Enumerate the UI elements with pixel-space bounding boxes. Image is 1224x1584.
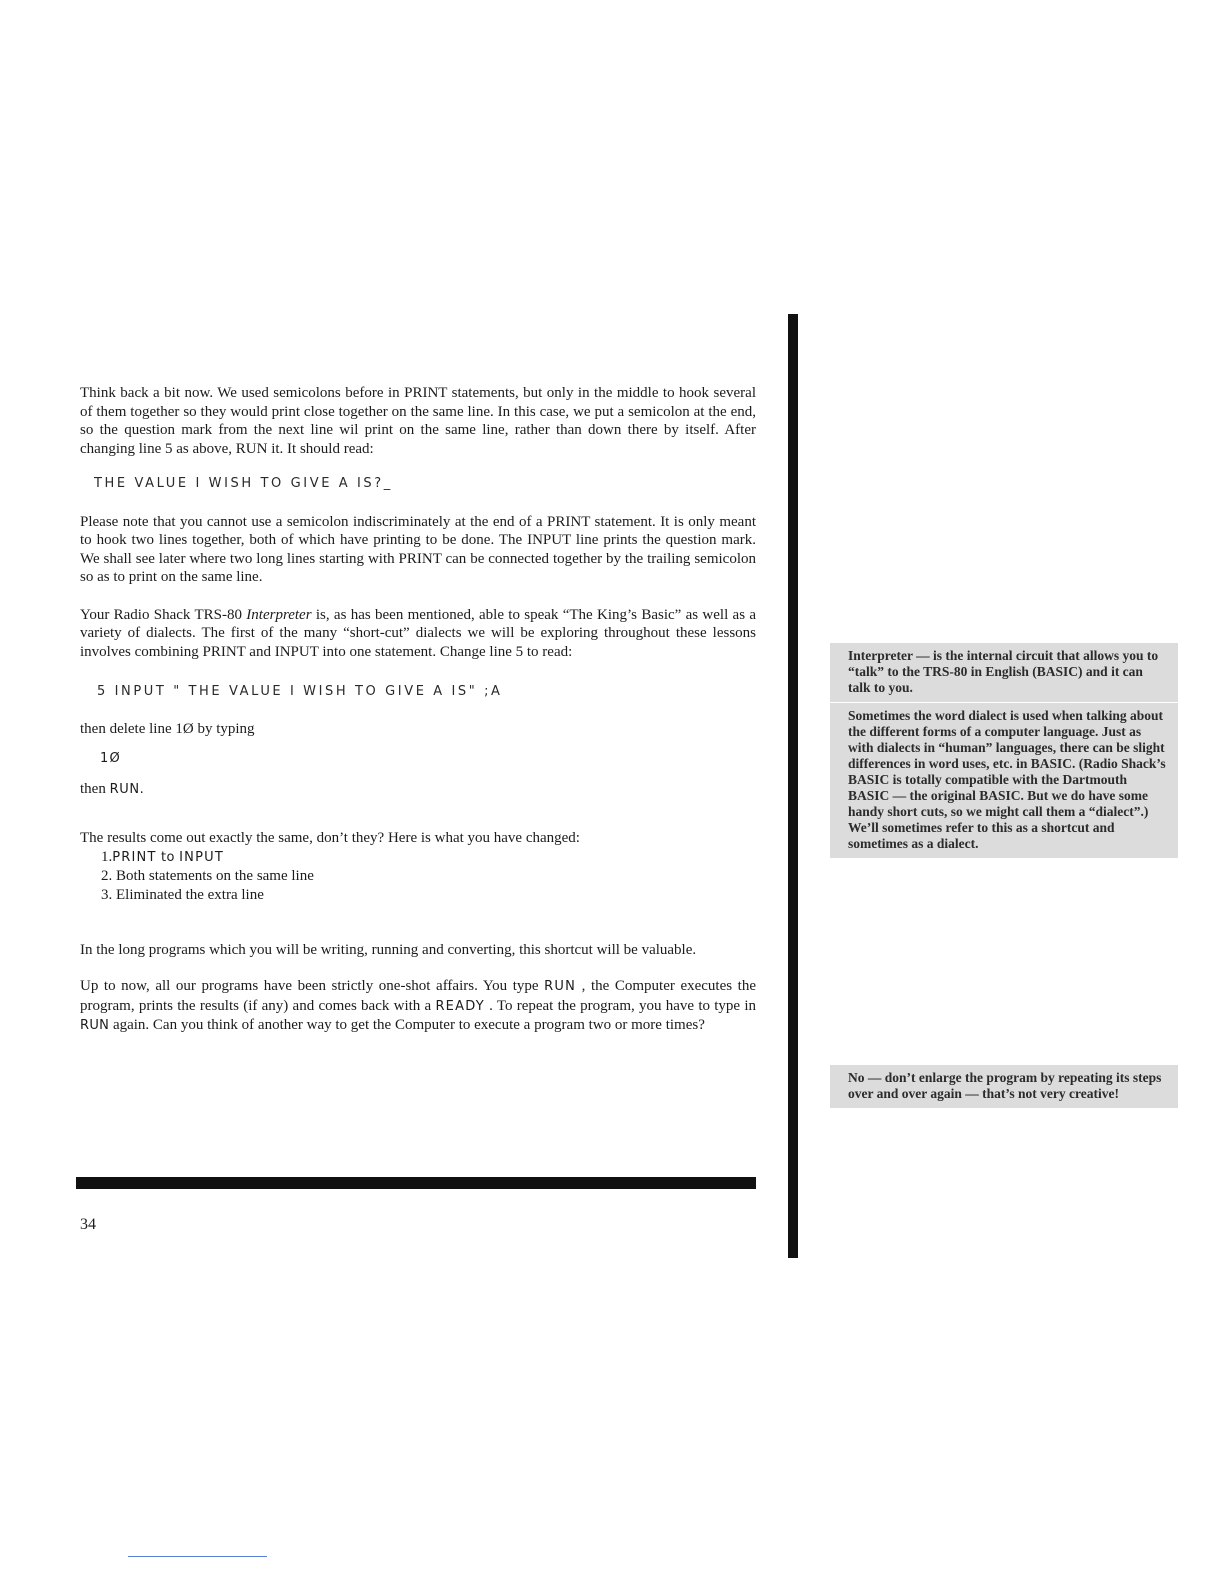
then-run-text: then [80,780,110,797]
paragraph-results: The results come out exactly the same, don’t they? Here is what you have changed: [80,830,580,846]
interpreter-term: Interpreter [246,606,312,623]
code-input-line: 5 INPUT " THE VALUE I WISH TO GIVE A IS" ;A [97,684,503,699]
changes-list [80,848,756,905]
list-item: 3. Eliminated the extra line [101,886,264,903]
code-output-line: THE VALUE I WISH TO GIVE A IS?_ [94,476,393,491]
interpreter-text-a: Your Radio Shack TRS-80 [80,606,247,623]
interpreter-text-b: is, as has been mentioned, able to speak “The King’s Basic” as well as a variety of dialects. The first of the many “short-cut” dialects we will be exploring throughout these lessons involves combining PRINT and INPUT into one statement. Change line 5 to read: [80,606,756,660]
paragraph-semicolon-note: Please note that you cannot use a semicolon indiscriminately at the end of a PRINT statement. It is only meant to hook two lines together, both of which have printing to be done. The INPUT line prints the question mark. We shall see later where two long lines starting with PRINT can be connected together by the trailing semicolon so as to print on the same line. [80,513,756,585]
paragraph-interpreter [80,606,756,662]
paragraph-one-shot: Up to now, all our programs have been strictly one-shot affairs. You type RUN , the Computer executes the program, prints the results (if any) and comes back with a READY . To repeat the program, you have to type in RUN again. Can you think of another way to get the Computer to execute a program two or more times? [80,978,756,1033]
sidebar-note-repeat: No — don’t enlarge the program by repeating its steps over and over again — that’s not very creative! [830,1065,1178,1108]
page-number: 34 [80,1216,96,1233]
paragraph-semicolon-intro: Think back a bit now. We used semicolons before in PRINT statements, but only in the middle to hook several of them together so they would print close together on the same line. In this case, we put a semicolon at the end, so the question mark from the next line wil print on the same line, rather than down there by itself. After changing line 5 as above, RUN it. It should read: [80,385,756,457]
list-item: 2. Both statements on the same line [101,867,314,884]
code-line-number: 1Ø [100,751,121,766]
paragraph-then-run [80,780,756,800]
bottom-rule [76,1177,756,1189]
then-run-code: RUN. [109,781,145,797]
footnote-line [128,1556,267,1557]
paragraph-shortcut-value: In the long programs which you will be writing, running and converting, this shortcut will be valuable. [80,941,697,958]
list-item: 1.PRINT to INPUT [101,848,224,865]
sidebar-note-interpreter: Interpreter — is the internal circuit that allows you to “talk” to the TRS-80 in English (BASIC) and it can talk to you. [830,643,1178,702]
column-divider [788,314,798,1258]
paragraph-delete-line: then delete line 1Ø by typing [80,720,255,737]
sidebar-note-dialect: Sometimes the word dialect is used when talking about the different forms of a computer language. Just as with dialects in “human” languages, there can be slight differences in word uses, etc. in BASIC. (Radio Shack’s BASIC is totally compatible with the Dartmouth BASIC — the original BASIC. But we do have some handy short cuts, so we might call them a “dialect”.) We’ll sometimes refer to this as a shortcut and sometimes as a dialect. [830,703,1178,858]
main-column [80,384,756,1036]
